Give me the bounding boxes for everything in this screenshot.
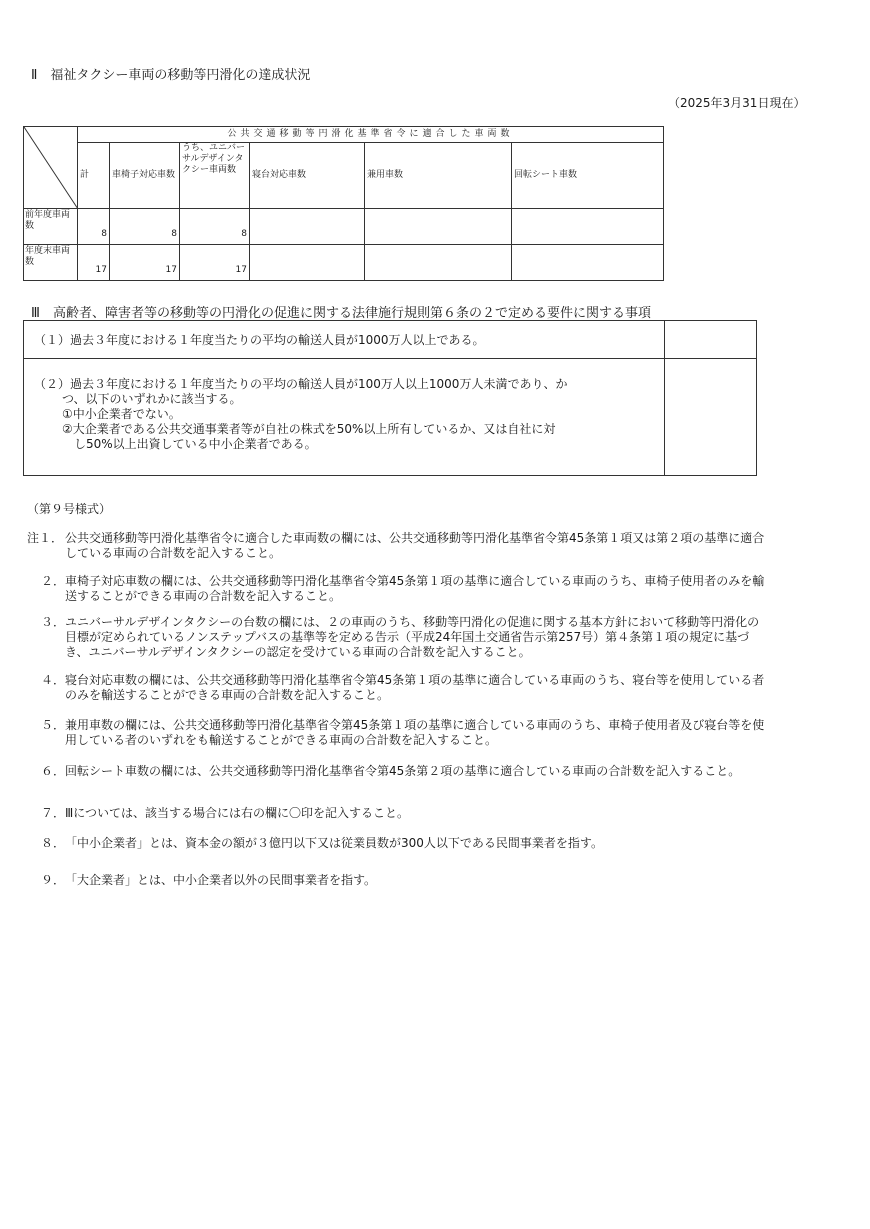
table-caption: 公共交通移動等円滑化基準省令に適合した車両数	[78, 127, 664, 143]
note-text: 公共交通移動等円滑化基準省令に適合した車両数の欄には、公共交通移動等円滑化基準省令第45条第１項又は第２項の基準に適合している車両の合計数を記入すること。	[65, 531, 765, 560]
form-number: （第９号様式）	[27, 502, 112, 516]
note-text: 回転シート車数の欄には、公共交通移動等円滑化基準省令第45条第２項の基準に適合している車両の合計数を記入すること。	[65, 764, 741, 778]
row-label: 年度末車両数	[24, 245, 78, 281]
note-text: ユニバーサルデザインタクシーの台数の欄には、２の車両のうち、移動等円滑化の促進に関する基本方針において移動等円滑化の目標が定められているノンステップバスの基準等を定める告示（平成24年国土交通省告示第257号）第４条第１項の規定に基づき、ユニバーサルデザインタクシーの認定を受けている車両の合計数を記入すること。	[65, 615, 760, 659]
row-label: 前年度車両数	[24, 209, 78, 245]
note-label: ９．	[41, 873, 66, 887]
note-label: ３．	[41, 615, 66, 629]
requirement-2-line-2: つ、以下のいずれかに該当する。	[62, 392, 242, 406]
note-text: 「大企業者」とは、中小企業者以外の民間事業者を指す。	[65, 873, 377, 887]
cell-rotating	[512, 209, 664, 245]
cell-universal: 8	[180, 209, 250, 245]
note-text: Ⅲについては、該当する場合には右の欄に〇印を記入すること。	[65, 806, 410, 820]
diagonal-line	[24, 127, 78, 209]
cell-total: 17	[78, 245, 110, 281]
cell-bed	[250, 209, 365, 245]
requirement-2-line-1: （２）過去３年度における１年度当たりの平均の輸送人員が100万人以上1000万人未満であり、か	[34, 377, 568, 391]
corner-diagonal-cell	[24, 127, 78, 209]
as-of-date: （2025年3月31日現在）	[668, 96, 806, 110]
cell-dual	[365, 209, 512, 245]
cell-wheelchair: 8	[110, 209, 180, 245]
cell-universal: 17	[180, 245, 250, 281]
requirement-1-text: （１）過去３年度における１年度当たりの平均の輸送人員が1000万人以上である。	[34, 333, 485, 347]
note-text: 「中小企業者」とは、資本金の額が３億円以下又は従業員数が300人以下である民間事業者を指す。	[65, 836, 603, 850]
requirement-2-item-2b: し50%以上出資している中小企業者である。	[74, 437, 317, 451]
cell-bed	[250, 245, 365, 281]
note-label: ６．	[41, 764, 66, 778]
requirement-2-item-2a: ②大企業者である公共交通事業者等が自社の株式を50%以上所有しているか、又は自社に対	[62, 422, 556, 436]
header-wheelchair: 車椅子対応車数	[110, 143, 180, 209]
cell-rotating	[512, 245, 664, 281]
header-bed: 寝台対応車数	[250, 143, 365, 209]
table-row	[24, 209, 664, 245]
note-label: ８．	[41, 836, 66, 850]
requirements-table	[23, 320, 757, 476]
vehicle-count-table	[23, 126, 664, 281]
header-dual: 兼用車数	[365, 143, 512, 209]
requirement-2-mark-cell[interactable]	[665, 359, 757, 476]
note-label: ５．	[41, 718, 66, 732]
table-row	[24, 245, 664, 281]
requirement-1-mark-cell[interactable]	[665, 321, 757, 359]
cell-dual	[365, 245, 512, 281]
cell-total: 8	[78, 209, 110, 245]
header-total: 計	[78, 143, 110, 209]
requirement-2-item-1: ①中小企業者でない。	[62, 407, 181, 421]
note-label: ２．	[41, 574, 66, 588]
section-3-title: Ⅲ 高齢者、障害者等の移動等の円滑化の促進に関する法律施行規則第６条の２で定める要件に関する事項	[31, 306, 651, 321]
note-label: ４．	[41, 673, 66, 687]
header-rotating: 回転シート車数	[512, 143, 664, 209]
note-text: 寝台対応車数の欄には、公共交通移動等円滑化基準省令第45条第１項の基準に適合している車両のうち、寝台等を使用している者のみを輸送することができる車両の合計数を記入すること。	[65, 673, 765, 702]
note-label: ７．	[41, 806, 66, 820]
requirement-1	[24, 321, 665, 359]
cell-wheelchair: 17	[110, 245, 180, 281]
note-text: 兼用車数の欄には、公共交通移動等円滑化基準省令第45条第１項の基準に適合している車両のうち、車椅子使用者及び寝台等を使用している者のいずれをも輸送することができる車両の合計数を記入すること。	[65, 718, 765, 747]
requirement-2	[24, 359, 665, 476]
section-2-title: Ⅱ 福祉タクシー車両の移動等円滑化の達成状況	[31, 68, 311, 83]
note-text: 車椅子対応車数の欄には、公共交通移動等円滑化基準省令第45条第１項の基準に適合している車両のうち、車椅子使用者のみを輸送することができる車両の合計数を記入すること。	[65, 574, 765, 603]
header-universal: うち、ユニバーサルデザインタクシー車両数	[180, 143, 250, 209]
note-label: 注１．	[27, 531, 64, 545]
